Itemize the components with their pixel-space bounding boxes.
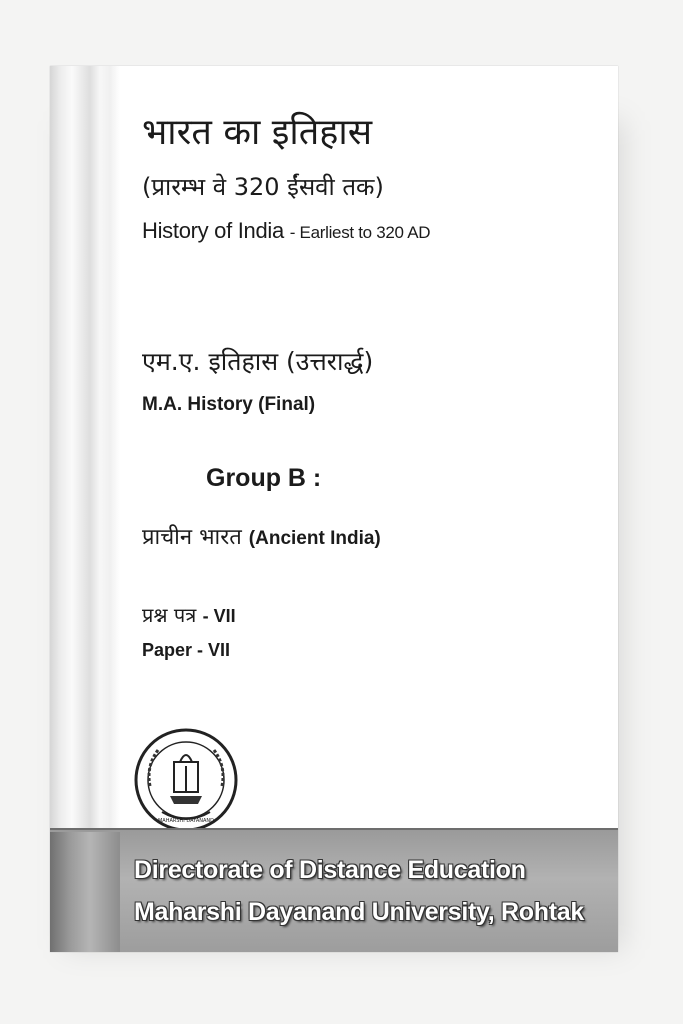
paper-hindi — [142, 601, 236, 628]
title-hindi: भारत का इतिहास — [142, 112, 373, 153]
title-english — [142, 218, 430, 244]
paper-english: Paper - VII — [142, 640, 231, 660]
paper-hindi-number: - VII — [202, 606, 236, 626]
publisher-line-1: Directorate of Distance Education — [134, 856, 526, 884]
course-english: M.A. History (Final) — [142, 394, 316, 415]
course-hindi: एम.ए. इतिहास (उत्तरार्द्ध) — [142, 347, 374, 376]
publisher-band — [50, 828, 618, 952]
svg-text:MAHARSHI DAYANAND: MAHARSHI DAYANAND — [157, 818, 215, 824]
book-cover — [50, 66, 618, 952]
university-seal-logo — [132, 726, 240, 834]
book-spine — [50, 66, 120, 952]
spine-band — [50, 832, 120, 952]
section-english: (Ancient India) — [248, 528, 381, 549]
group-label: Group B : — [206, 464, 322, 492]
section-title — [142, 521, 381, 551]
title-english-main: History of India — [142, 218, 284, 243]
section-hindi: प्राचीन भारत — [142, 525, 242, 550]
title-english-sub: - Earliest to 320 AD — [289, 223, 431, 242]
paper-hindi-label: प्रश्न पत्र — [142, 603, 197, 627]
subtitle-hindi: (प्रारम्भ वे 320 ईंसवी तक) — [142, 173, 384, 201]
publisher-line-2: Maharshi Dayanand University, Rohtak — [134, 898, 584, 926]
